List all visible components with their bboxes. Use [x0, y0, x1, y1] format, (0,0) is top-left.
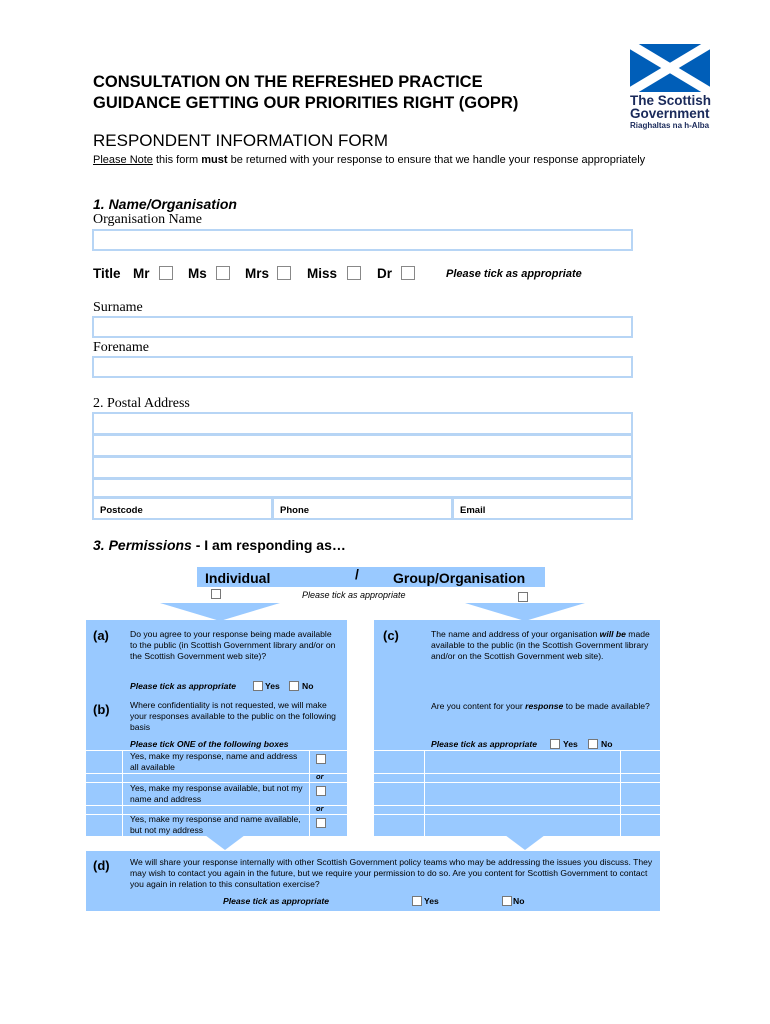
question-d-yes-checkbox[interactable] [412, 896, 422, 906]
address-line-1-input[interactable] [92, 412, 633, 435]
question-c-yes-checkbox[interactable] [550, 739, 560, 749]
postcode-input[interactable] [92, 497, 273, 520]
forename-label: Forename [93, 340, 149, 355]
question-d-yes-label: Yes [424, 896, 439, 906]
individual-checkbox[interactable] [211, 589, 221, 599]
grid-line [86, 805, 347, 806]
or-label: or [316, 804, 324, 813]
arrow-down-icon [500, 835, 550, 851]
address-line-2-input[interactable] [92, 434, 633, 457]
or-label: or [316, 772, 324, 781]
title-miss-checkbox[interactable] [347, 266, 361, 280]
title-mrs-checkbox[interactable] [277, 266, 291, 280]
question-a-no-checkbox[interactable] [289, 681, 299, 691]
option-3-checkbox[interactable] [316, 818, 326, 828]
section3-heading: 3. Permissions - I am responding as… [93, 537, 346, 553]
title-dr-checkbox[interactable] [401, 266, 415, 280]
title-ms-label: Ms [188, 266, 207, 281]
grid-line [122, 750, 123, 836]
question-b-tick-note: Please tick ONE of the following boxes [130, 739, 289, 749]
grid-line [620, 750, 621, 836]
question-c-question: Are you content for your response to be made available? [431, 701, 650, 711]
form-title: RESPONDENT INFORMATION FORM [93, 131, 388, 150]
grid-line [309, 750, 310, 836]
slash-label: / [355, 566, 359, 582]
grid-line [374, 805, 660, 806]
grid-line [374, 782, 660, 783]
phone-input[interactable] [272, 497, 453, 520]
section2-heading: 2. Postal Address [93, 396, 190, 411]
question-d-no-label: No [513, 896, 525, 906]
title-miss-label: Miss [307, 266, 338, 281]
title-dr-label: Dr [377, 266, 393, 281]
saltire-logo-icon [630, 44, 710, 92]
question-c-tick-note: Please tick as appropriate [431, 739, 538, 749]
question-a-tick-note: Please tick as appropriate [130, 681, 237, 691]
option-3-text: Yes, make my response and name available, but not my address [130, 814, 301, 835]
question-a-letter: (a) [93, 628, 109, 643]
arrow-down-right-icon [455, 600, 595, 622]
forename-input[interactable] [92, 356, 633, 378]
arrow-down-icon [200, 835, 250, 851]
title-mr-checkbox[interactable] [159, 266, 173, 280]
question-c-yes-label: Yes [563, 739, 578, 749]
arrow-down-left-icon [150, 600, 290, 622]
question-d-tick-note: Please tick as appropriate [223, 896, 330, 906]
respondent-tick-note: Please tick as appropriate [302, 590, 406, 600]
question-c-text: The name and address of your organisation will be made available to the public (in the Scottish Government library and/or on the Scottish Government web site). [431, 629, 650, 661]
organisation-name-input[interactable] [92, 229, 633, 251]
logo-text: The Scottish [630, 93, 712, 108]
title-ms-checkbox[interactable] [216, 266, 230, 280]
option-2-text: Yes, make my response available, but not my name and address [130, 783, 303, 804]
phone-label: Phone [280, 505, 310, 516]
organisation-name-label: Organisation Name [93, 212, 202, 227]
address-line-4-input[interactable] [92, 478, 633, 498]
option-1-text: Yes, make my response, name and address all available [130, 751, 298, 772]
question-d-letter: (d) [93, 858, 110, 873]
question-c-no-label: No [601, 739, 613, 749]
grid-line [374, 750, 660, 751]
section1-heading: 1. Name/Organisation [93, 196, 237, 212]
question-a-yes-label: Yes [265, 681, 280, 691]
grid-line [424, 750, 425, 836]
group-label: Group/Organisation [393, 570, 526, 586]
surname-input[interactable] [92, 316, 633, 338]
question-c-no-checkbox[interactable] [588, 739, 598, 749]
question-d-text: We will share your response internally with other Scottish Government policy teams who may be addressing the issues you discuss. They may wish to contact you again in the future, but we require your permission to do so. Are you content for Scottish Government to contact you again in relation to this consultation exercise? [130, 857, 653, 889]
postcode-label: Postcode [100, 505, 143, 516]
logo-gaelic-text: Riaghaltas na h-Alba [630, 121, 710, 130]
grid-line [374, 773, 660, 774]
question-b-text: Where confidentiality is not requested, we will make your responses available to the public on the following basis [130, 700, 336, 732]
question-a-text: Do you agree to your response being made available to the public (in Scottish Government library and/or on the Scottish Government web site)? [130, 629, 336, 661]
document-title: CONSULTATION ON THE REFRESHED PRACTICE GUIDANCE GETTING OUR PRIORITIES RIGHT (GOPR) [93, 73, 519, 112]
form-note: Please Note this form must be returned with your response to ensure that we handle your response appropriately [93, 154, 646, 166]
grid-line [374, 814, 660, 815]
surname-label: Surname [93, 300, 143, 315]
question-b-letter: (b) [93, 702, 110, 717]
question-d-no-checkbox[interactable] [502, 896, 512, 906]
question-a-yes-checkbox[interactable] [253, 681, 263, 691]
title-label: Title [93, 266, 121, 281]
option-2-checkbox[interactable] [316, 786, 326, 796]
email-input[interactable] [452, 497, 633, 520]
title-tick-note: Please tick as appropriate [446, 268, 582, 280]
question-c-letter: (c) [383, 628, 399, 643]
title-mrs-label: Mrs [245, 266, 270, 281]
address-line-3-input[interactable] [92, 456, 633, 479]
email-label: Email [460, 505, 486, 516]
title-mr-label: Mr [133, 266, 150, 281]
grid-line [86, 773, 347, 774]
logo-text: Government [630, 106, 710, 121]
individual-label: Individual [205, 570, 271, 586]
title-row [93, 266, 633, 286]
option-1-checkbox[interactable] [316, 754, 326, 764]
question-a-no-label: No [302, 681, 314, 691]
